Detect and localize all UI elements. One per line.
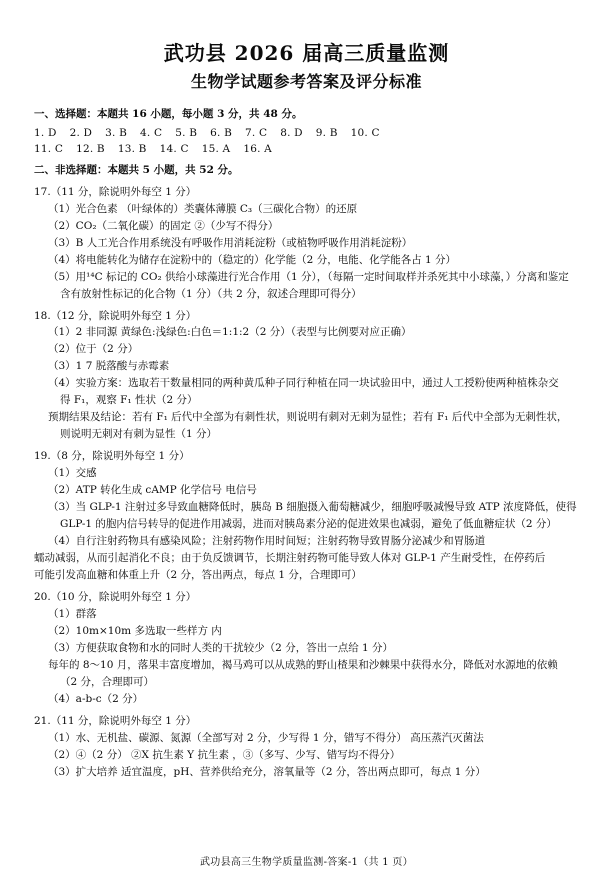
answer-item: 16. A <box>243 142 272 155</box>
answer-item: 3. B <box>105 126 128 139</box>
question-18-line: 预期结果及结论：若有 F₁ 后代中全部为有刺性状，则说明有刺对无刺为显性；若有 F₁ 后代中全部为无刺性状， <box>48 411 568 424</box>
answer-item: 15. A <box>201 142 231 155</box>
question-17-head: 17.（11 分，除说明外每空 1 分） <box>34 185 197 198</box>
question-21-head: 21.（11 分，除说明外每空 1 分） <box>34 715 197 728</box>
answer-item: 2. D <box>69 126 93 139</box>
answer-item: 4. C <box>140 126 163 139</box>
question-19-line: （2）ATP 转化生成 cAMP 化学信号 电信号 <box>48 484 257 497</box>
question-18-head: 18.（12 分，除说明外每空 1 分） <box>34 309 197 322</box>
answer-item: 6. B <box>210 126 232 139</box>
question-19-line: 可能引发高血糖和体重上升（2 分，答出两点，每点 1 分，合理即可） <box>34 569 362 582</box>
answer-item: 12. B <box>76 142 105 155</box>
question-18-line: 得 F₁，观察 F₁ 性状（2 分） <box>60 394 198 407</box>
answer-item: 5. B <box>175 126 198 139</box>
section-heading-free-response: 二、非选择题：本题共 5 小题，共 52 分。 <box>34 164 239 177</box>
question-19-line: 蠕动减弱，从而引起消化不良；由于负反馈调节，长期注射药物可能导致人体对 GLP-1 产生耐受性，在停药后 <box>34 552 546 565</box>
question-19-line: （3）当 GLP-1 注射过多导致血糖降低时，胰岛 B 细胞摄入葡萄糖减少，细胞呼吸减慢导致 ATP 浓度降低，使得 <box>48 501 577 514</box>
choice-answers-row-2 <box>34 141 579 157</box>
section-heading-choice: 一、选择题：本题共 16 小题，每小题 3 分，共 48 分。 <box>34 107 303 120</box>
question-18-line: （4）实验方案：选取若干数量相同的两种黄瓜种子同行种植在同一块试验田中，通过人工授粉使两种植株杂交 <box>48 377 559 390</box>
question-20-line: （3）方便获取食物和水的同时人类的干扰较少（2 分，答出一点给 1 分） <box>48 642 394 655</box>
question-17-line: （1）光合色素 （叶绿体的）类囊体薄膜 C₃（三碳化合物）的还原 <box>48 202 358 215</box>
question-21-line: （3）扩大培养 适宜温度，pH、营养供给充分，溶氧量等（2 分，答出两点即可，每点 1 分） <box>48 765 486 778</box>
answer-item: 1. D <box>34 126 57 139</box>
answer-item: 13. B <box>117 142 147 155</box>
answer-item: 10. C <box>350 126 380 139</box>
question-18-line: （2）位于（2 分） <box>48 343 139 356</box>
choice-answers-row-1 <box>34 125 579 141</box>
page-title: 武功县 2026 届高三质量监测 <box>163 41 450 65</box>
answer-item: 8. D <box>280 126 303 139</box>
question-20-line: （2 分，合理即可） <box>60 676 155 689</box>
question-19-line: （4）自行注射药物具有感染风险；注射药物作用时间短；注射药物导致胃肠分泌减少和胃肠道 <box>48 535 486 548</box>
question-19-line: GLP-1 的胞内信号转导的促进作用减弱，进而对胰岛素分泌的促进效果也减弱，避免了低血糖症状（2 分） <box>60 518 557 531</box>
question-21-line: （1）水、无机盐、碳源、氮源（全部写对 2 分，少写得 1 分，错写不得分） 高压蒸汽灭菌法 <box>48 731 484 744</box>
question-18-line: （3）1 7 脱落酸与赤霉素 <box>48 360 170 373</box>
question-20-line: （2）10m×10m 多选取一些样方 内 <box>48 625 222 638</box>
question-20-line: （4）a-b-c（2 分） <box>48 693 144 706</box>
question-19-line: （1）交感 <box>48 467 97 480</box>
question-18-line: （1）2 非同源 黄绿色:浅绿色:白色＝1:1:2（2 分）（表型与比例要对应正确） <box>48 326 412 339</box>
question-17-line: （5）用¹⁴C 标记的 CO₂ 供给小球藻进行光合作用（1 分），（每隔一定时间取样并杀死其中小球藻，）分离和鉴定 <box>48 270 569 283</box>
question-20-head: 20.（10 分，除说明外每空 1 分） <box>34 591 197 604</box>
page-subtitle: 生物学试题参考答案及评分标准 <box>190 72 422 91</box>
question-17-line: （2）CO₂（二氧化碳）的固定 ②（少写不得分） <box>48 219 279 232</box>
question-19-head: 19.（8 分，除说明外每空 1 分） <box>34 450 190 463</box>
question-17-line: （3）B 人工光合作用系统没有呼吸作用消耗淀粉（或植物呼吸作用消耗淀粉） <box>48 236 413 249</box>
page-footer: 武功县高三生物学质量监测-答案-1（共 1 页） <box>199 857 414 868</box>
question-20-line: （1）群落 <box>48 608 97 621</box>
question-17-line: 含有放射性标记的化合物（1 分）（共 2 分，叙述合理即可得分） <box>60 287 362 300</box>
answer-item: 11. C <box>34 142 64 155</box>
question-21-line: （2）④（2 分） ②X 抗生素 Y 抗生素 ，③（多写、少写、错写均不得分） <box>48 748 401 761</box>
answer-item: 9. B <box>315 126 338 139</box>
question-18-line: 则说明无刺对有刺为显性（1 分） <box>60 428 218 441</box>
question-17-line: （4）将电能转化为储存在淀粉中的（稳定的）化学能（2 分，电能、化学能各占 1 分） <box>48 253 457 266</box>
answer-item: 14. C <box>159 142 189 155</box>
answer-item: 7. C <box>244 126 268 139</box>
question-20-line: 每年的 8～10 月，落果丰富度增加，褐马鸡可以从成熟的野山楂果和沙棘果中获得水分，降低对水源地的依赖 <box>48 659 558 672</box>
